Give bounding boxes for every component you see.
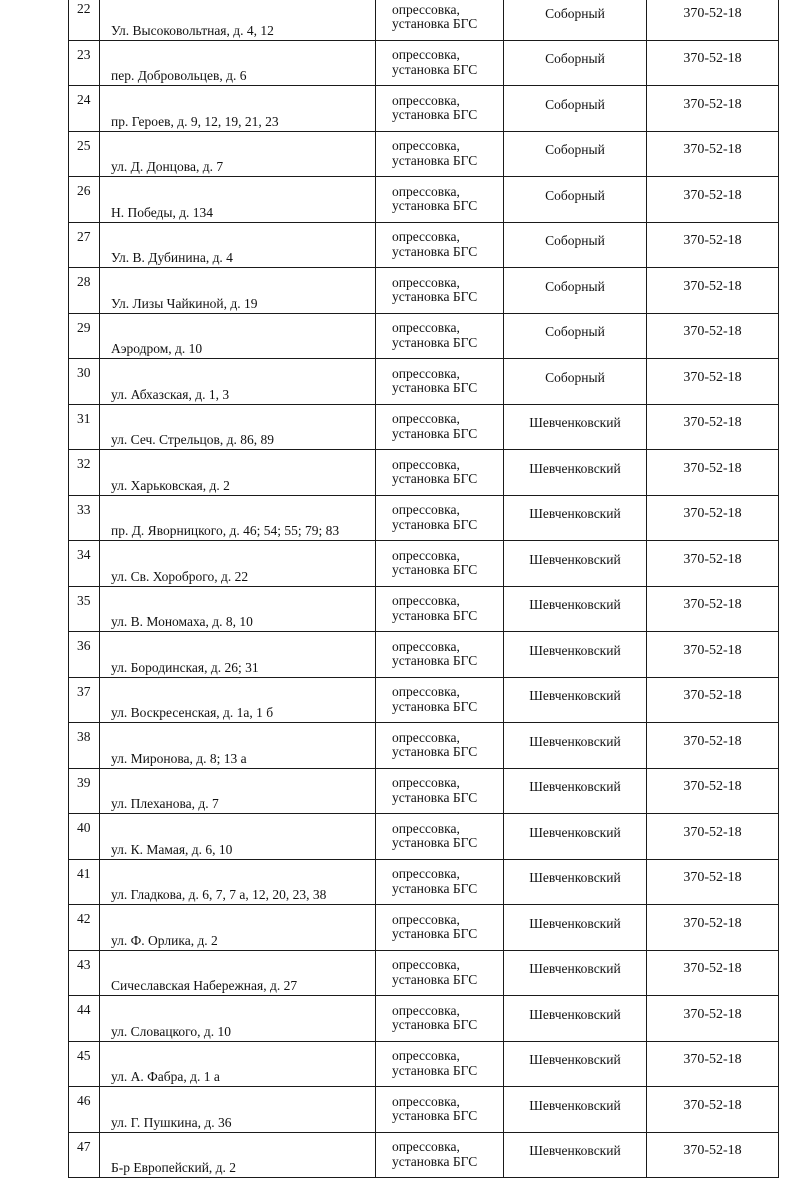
work-type-line-1: опрессовка, [392,775,460,791]
table-row [69,404,779,450]
row-number: 32 [69,450,100,496]
row-work-type [376,131,504,177]
work-type-line-2: установка БГС [392,562,478,578]
row-phone: 370-52-18 [647,131,779,177]
row-phone: 370-52-18 [647,768,779,814]
row-district: Соборный [504,313,647,359]
table-row [69,859,779,905]
work-type-line-1: опрессовка, [392,92,460,108]
row-address: ул. Абхазская, д. 1, 3 [100,359,376,405]
table-row [69,222,779,268]
row-phone: 370-52-18 [647,1132,779,1178]
work-type-line-1: опрессовка, [392,1,460,17]
row-number: 23 [69,40,100,86]
row-district: Шевченковский [504,950,647,996]
table-row [69,632,779,678]
row-phone: 370-52-18 [647,950,779,996]
row-district: Шевченковский [504,632,647,678]
row-number: 29 [69,313,100,359]
row-district: Шевченковский [504,677,647,723]
row-district: Шевченковский [504,996,647,1042]
row-address: ул. Г. Пушкина, д. 36 [100,1087,376,1133]
row-phone: 370-52-18 [647,1087,779,1133]
row-district: Шевченковский [504,905,647,951]
row-district: Шевченковский [504,723,647,769]
work-type-line-1: опрессовка, [392,684,460,700]
work-type-line-2: установка БГС [392,1153,478,1169]
row-number: 30 [69,359,100,405]
row-district: Шевченковский [504,586,647,632]
work-type-line-2: установка БГС [392,334,478,350]
row-phone: 370-52-18 [647,177,779,223]
work-type-line-2: установка БГС [392,243,478,259]
work-type-line-1: опрессовка, [392,593,460,609]
row-work-type [376,313,504,359]
table-row [69,586,779,632]
table-row [69,177,779,223]
work-type-line-2: установка БГС [392,971,478,987]
table-row [69,996,779,1042]
work-type-line-1: опрессовка, [392,502,460,518]
row-number: 42 [69,905,100,951]
row-work-type [376,359,504,405]
row-number: 36 [69,632,100,678]
table-row [69,450,779,496]
row-district: Шевченковский [504,768,647,814]
row-address: Ул. Высоковольтная, д. 4, 12 [100,0,376,40]
row-number: 35 [69,586,100,632]
row-address: Ул. В. Дубинина, д. 4 [100,222,376,268]
table-row [69,359,779,405]
table-row [69,268,779,314]
row-work-type [376,268,504,314]
row-address: ул. Сеч. Стрельцов, д. 86, 89 [100,404,376,450]
row-phone: 370-52-18 [647,0,779,40]
row-district: Шевченковский [504,859,647,905]
row-address: ул. Д. Донцова, д. 7 [100,131,376,177]
row-district: Шевченковский [504,404,647,450]
row-number: 22 [69,0,100,40]
row-work-type [376,404,504,450]
row-address: ул. Гладкова, д. 6, 7, 7 а, 12, 20, 23, 38 [100,859,376,905]
row-work-type [376,814,504,860]
work-type-line-2: установка БГС [392,152,478,168]
row-address: Н. Победы, д. 134 [100,177,376,223]
row-number: 47 [69,1132,100,1178]
row-number: 46 [69,1087,100,1133]
row-work-type [376,996,504,1042]
table-row [69,495,779,541]
work-type-line-2: установка БГС [392,698,478,714]
row-number: 31 [69,404,100,450]
row-district: Шевченковский [504,814,647,860]
work-type-line-2: установка БГС [392,789,478,805]
row-work-type [376,222,504,268]
row-work-type [376,177,504,223]
work-type-line-2: установка БГС [392,1017,478,1033]
work-type-line-2: установка БГС [392,1062,478,1078]
row-work-type [376,40,504,86]
work-type-line-1: опрессовка, [392,456,460,472]
work-type-line-1: опрессовка, [392,365,460,381]
work-type-line-2: установка БГС [392,516,478,532]
table-row [69,768,779,814]
work-type-line-1: опрессовка, [392,729,460,745]
row-district: Соборный [504,40,647,86]
work-type-line-1: опрессовка, [392,638,460,654]
row-work-type [376,950,504,996]
work-type-line-1: опрессовка, [392,274,460,290]
work-type-line-1: опрессовка, [392,320,460,336]
row-phone: 370-52-18 [647,40,779,86]
work-type-line-2: установка БГС [392,16,478,32]
table-row [69,814,779,860]
row-work-type [376,1041,504,1087]
work-type-line-1: опрессовка, [392,1048,460,1064]
work-type-line-1: опрессовка, [392,1093,460,1109]
row-phone: 370-52-18 [647,404,779,450]
row-work-type [376,86,504,132]
work-type-line-2: установка БГС [392,880,478,896]
row-phone: 370-52-18 [647,86,779,132]
work-type-line-1: опрессовка, [392,911,460,927]
row-district: Соборный [504,0,647,40]
work-type-line-2: установка БГС [392,926,478,942]
table-row [69,40,779,86]
work-type-line-2: установка БГС [392,107,478,123]
row-phone: 370-52-18 [647,677,779,723]
work-type-line-1: опрессовка, [392,1139,460,1155]
row-address: пр. Д. Яворницкого, д. 46; 54; 55; 79; 83 [100,495,376,541]
table-row [69,0,779,40]
table-row [69,950,779,996]
work-type-line-2: установка БГС [392,653,478,669]
table-row [69,1132,779,1178]
row-phone: 370-52-18 [647,268,779,314]
row-address: ул. К. Мамая, д. 6, 10 [100,814,376,860]
row-address: пр. Героев, д. 9, 12, 19, 21, 23 [100,86,376,132]
row-phone: 370-52-18 [647,586,779,632]
row-phone: 370-52-18 [647,723,779,769]
row-work-type [376,859,504,905]
row-number: 25 [69,131,100,177]
row-district: Шевченковский [504,1087,647,1133]
row-district: Шевченковский [504,541,647,587]
row-number: 40 [69,814,100,860]
row-phone: 370-52-18 [647,313,779,359]
work-type-line-2: установка БГС [392,471,478,487]
table-row [69,677,779,723]
row-phone: 370-52-18 [647,814,779,860]
row-address: ул. Миронова, д. 8; 13 а [100,723,376,769]
table-body [69,0,779,1178]
row-address: пер. Добровольцев, д. 6 [100,40,376,86]
row-district: Соборный [504,268,647,314]
works-schedule-table [68,0,779,1178]
row-address: ул. В. Мономаха, д. 8, 10 [100,586,376,632]
row-number: 34 [69,541,100,587]
row-district: Шевченковский [504,1041,647,1087]
row-address: ул. Св. Хороброго, д. 22 [100,541,376,587]
table-row [69,1041,779,1087]
work-type-line-2: установка БГС [392,380,478,396]
row-work-type [376,450,504,496]
row-work-type [376,723,504,769]
row-district: Шевченковский [504,1132,647,1178]
row-number: 39 [69,768,100,814]
work-type-line-2: установка БГС [392,744,478,760]
row-number: 38 [69,723,100,769]
row-number: 28 [69,268,100,314]
row-address: ул. Ф. Орлика, д. 2 [100,905,376,951]
row-district: Соборный [504,86,647,132]
table-row [69,723,779,769]
work-type-line-2: установка БГС [392,425,478,441]
work-type-line-1: опрессовка, [392,547,460,563]
row-number: 27 [69,222,100,268]
row-district: Соборный [504,359,647,405]
row-phone: 370-52-18 [647,905,779,951]
row-number: 43 [69,950,100,996]
row-phone: 370-52-18 [647,1041,779,1087]
work-type-line-1: опрессовка, [392,183,460,199]
row-work-type [376,768,504,814]
row-address: Б-р Европейский, д. 2 [100,1132,376,1178]
work-type-line-2: установка БГС [392,198,478,214]
row-phone: 370-52-18 [647,996,779,1042]
row-work-type [376,632,504,678]
row-work-type [376,677,504,723]
row-address: Ул. Лизы Чайкиной, д. 19 [100,268,376,314]
work-type-line-1: опрессовка, [392,138,460,154]
row-address: Аэродром, д. 10 [100,313,376,359]
row-number: 26 [69,177,100,223]
work-type-line-1: опрессовка, [392,1002,460,1018]
row-address: Сичеславская Набережная, д. 27 [100,950,376,996]
row-phone: 370-52-18 [647,450,779,496]
work-type-line-2: установка БГС [392,607,478,623]
work-type-line-2: установка БГС [392,1108,478,1124]
work-type-line-1: опрессовка, [392,957,460,973]
row-phone: 370-52-18 [647,495,779,541]
table-row [69,1087,779,1133]
row-district: Шевченковский [504,495,647,541]
row-district: Соборный [504,177,647,223]
row-number: 44 [69,996,100,1042]
work-type-line-2: установка БГС [392,835,478,851]
table-row [69,86,779,132]
work-type-line-1: опрессовка, [392,820,460,836]
row-number: 45 [69,1041,100,1087]
row-district: Шевченковский [504,450,647,496]
table-row [69,541,779,587]
table-row [69,131,779,177]
row-address: ул. А. Фабра, д. 1 а [100,1041,376,1087]
row-phone: 370-52-18 [647,541,779,587]
row-number: 37 [69,677,100,723]
table-row [69,905,779,951]
row-number: 24 [69,86,100,132]
work-type-line-1: опрессовка, [392,47,460,63]
row-work-type [376,0,504,40]
work-type-line-1: опрессовка, [392,866,460,882]
row-district: Соборный [504,131,647,177]
row-phone: 370-52-18 [647,859,779,905]
row-phone: 370-52-18 [647,359,779,405]
row-phone: 370-52-18 [647,222,779,268]
row-number: 41 [69,859,100,905]
row-address: ул. Воскресенская, д. 1а, 1 б [100,677,376,723]
row-work-type [376,1087,504,1133]
row-work-type [376,586,504,632]
row-phone: 370-52-18 [647,632,779,678]
work-type-line-2: установка БГС [392,289,478,305]
table-row [69,313,779,359]
work-type-line-2: установка БГС [392,61,478,77]
row-work-type [376,1132,504,1178]
row-work-type [376,905,504,951]
row-district: Соборный [504,222,647,268]
row-work-type [376,541,504,587]
row-address: ул. Плеханова, д. 7 [100,768,376,814]
row-number: 33 [69,495,100,541]
row-address: ул. Словацкого, д. 10 [100,996,376,1042]
row-address: ул. Бородинская, д. 26; 31 [100,632,376,678]
work-type-line-1: опрессовка, [392,411,460,427]
row-address: ул. Харьковская, д. 2 [100,450,376,496]
work-type-line-1: опрессовка, [392,229,460,245]
row-work-type [376,495,504,541]
